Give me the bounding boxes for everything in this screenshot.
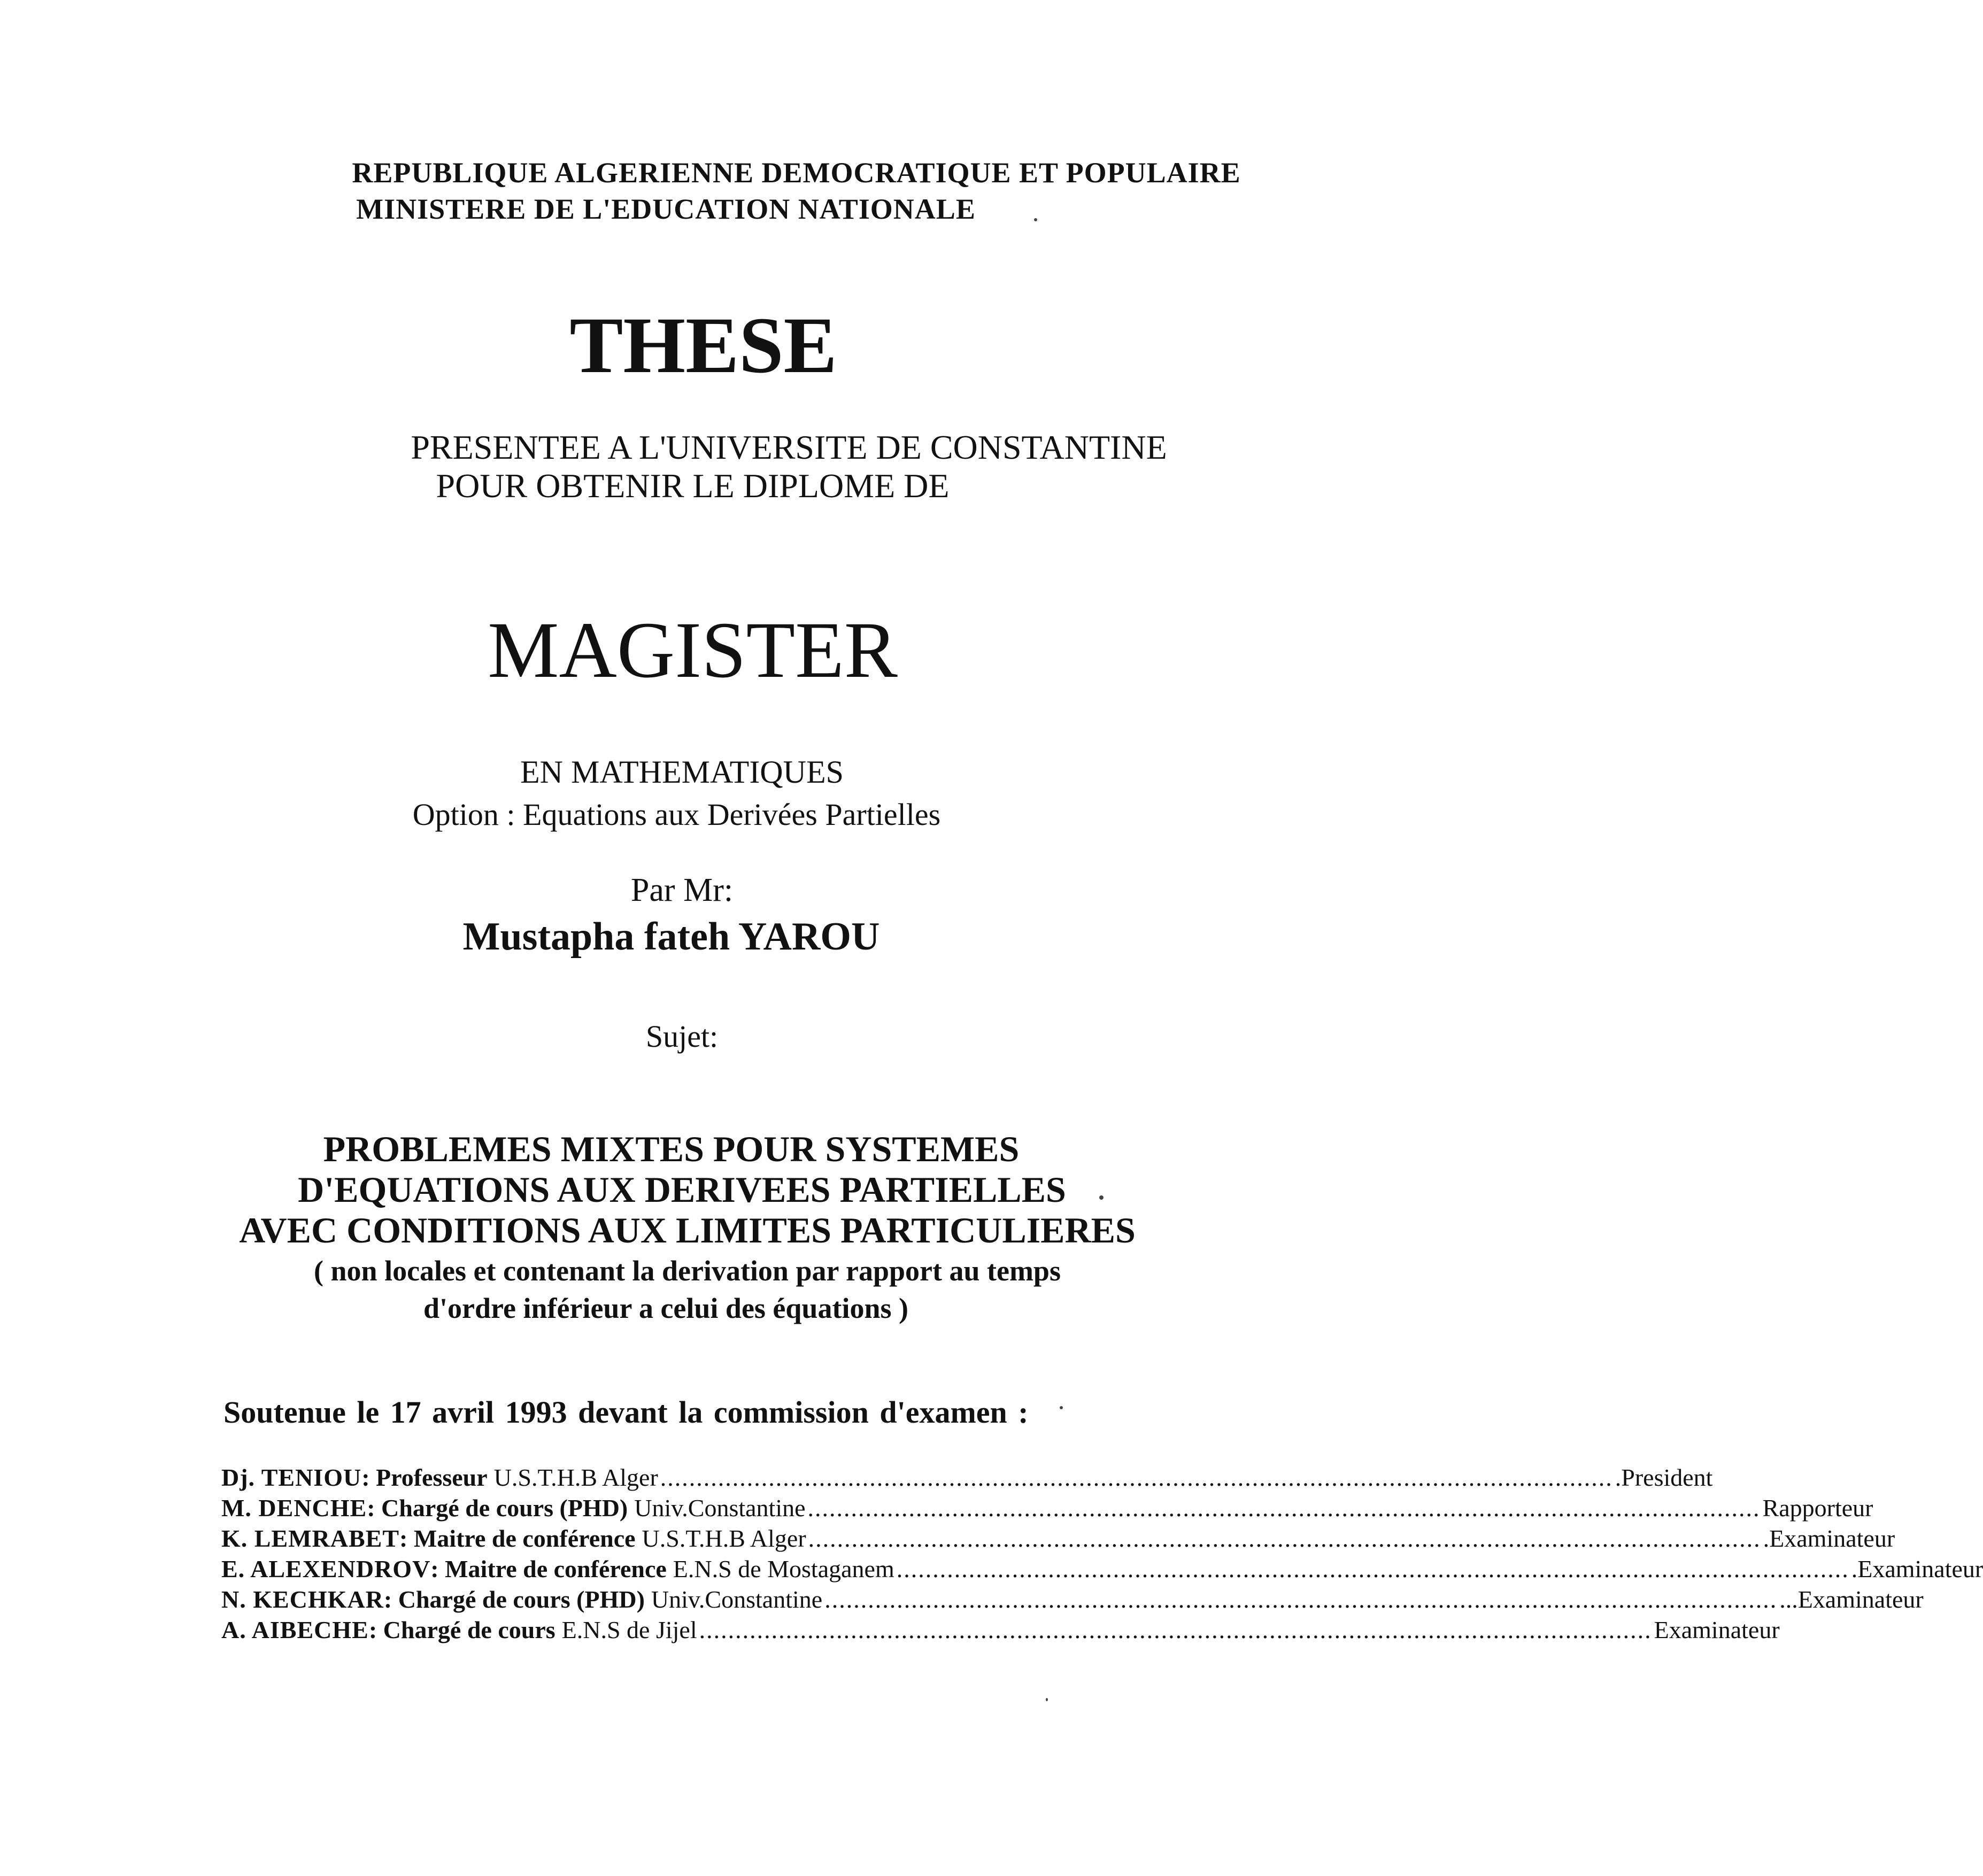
scan-speck — [1034, 218, 1037, 221]
option-line: Option : Equations aux Derivées Partielles — [412, 797, 941, 832]
author-prefix: Par Mr: — [630, 872, 734, 908]
jury-title: : Professeur — [361, 1464, 488, 1491]
jury-institution: U.S.T.H.B Alger — [642, 1525, 806, 1552]
jury-function: .President — [1615, 1464, 1713, 1491]
jury-name: K. LEMRABET — [221, 1525, 400, 1552]
jury-function: .Examinateur — [1851, 1555, 1983, 1582]
subject-label: Sujet: — [645, 1019, 719, 1054]
presentation-line-2: POUR OBTENIR LE DIPLOME DE — [436, 467, 950, 505]
jury-title: : Maitre de conférence — [399, 1525, 636, 1552]
jury-name: M. DENCHE — [221, 1494, 367, 1522]
author-name: Mustapha fateh YAROU — [462, 915, 880, 959]
jury-list — [221, 1462, 1983, 1645]
header-republic: REPUBLIQUE ALGERIENNE DEMOCRATIQUE ET POPULAIRE — [352, 157, 1241, 189]
dot-leader — [808, 1523, 1761, 1554]
jury-title: : Chargé de cours (PHD) — [383, 1586, 645, 1613]
subject-line-2: D'EQUATIONS AUX DERIVEES PARTIELLES — [298, 1169, 1066, 1210]
jury-function: Examinateur — [1654, 1616, 1780, 1643]
jury-row — [221, 1615, 1780, 1645]
subject-line-1: PROBLEMES MIXTES POUR SYSTEMES — [323, 1129, 1020, 1169]
header-ministry: MINISTERE DE L'EDUCATION NATIONALE — [356, 193, 976, 225]
subject-line-3: AVEC CONDITIONS AUX LIMITES PARTICULIERES — [239, 1210, 1136, 1250]
jury-name: E. ALEXENDROV — [221, 1555, 431, 1582]
dot-leader — [808, 1493, 1761, 1523]
jury-name: N. KECHKAR — [221, 1586, 384, 1613]
dot-leader — [824, 1584, 1777, 1615]
defense-statement: Soutenue le 17 avril 1993 devant la commission d'examen : — [223, 1395, 1029, 1430]
dot-leader — [660, 1462, 1613, 1493]
dot-leader — [897, 1554, 1849, 1584]
scan-speck — [1046, 1698, 1048, 1701]
jury-row — [221, 1523, 1895, 1554]
jury-institution: U.S.T.H.B Alger — [493, 1464, 658, 1491]
jury-institution: Univ.Constantine — [634, 1494, 806, 1522]
jury-institution: E.N.S de Jijel — [561, 1616, 697, 1643]
jury-row — [221, 1462, 1713, 1493]
jury-function: ...Examinateur — [1779, 1586, 1924, 1613]
jury-title: : Chargé de cours (PHD) — [367, 1494, 628, 1522]
diploma-title: MAGISTER — [488, 606, 898, 694]
jury-row — [221, 1584, 1924, 1615]
dot-leader — [699, 1615, 1652, 1645]
jury-institution: Univ.Constantine — [651, 1586, 823, 1613]
jury-row — [221, 1554, 1983, 1584]
subject-line-4: ( non locales et contenant la derivation par rapport au temps — [314, 1255, 1061, 1287]
jury-row — [221, 1493, 1873, 1523]
subject-line-5: d'ordre inférieur a celui des équations ) — [423, 1292, 908, 1324]
jury-title: : Chargé de cours — [368, 1616, 555, 1643]
discipline-line: EN MATHEMATIQUES — [520, 754, 844, 790]
jury-name: A. AIBECHE — [221, 1616, 369, 1643]
jury-name: Dj. TENIOU — [221, 1464, 362, 1491]
jury-title: : Maitre de conférence — [430, 1555, 667, 1582]
jury-function: Rapporteur — [1762, 1494, 1873, 1522]
jury-institution: E.N.S de Mostaganem — [673, 1555, 894, 1582]
document-title: THESE — [569, 301, 837, 390]
presentation-line-1: PRESENTEE A L'UNIVERSITE DE CONSTANTINE — [411, 428, 1167, 466]
jury-function: .Examinateur — [1763, 1525, 1895, 1552]
scan-speck — [1060, 1406, 1063, 1409]
scan-speck — [1099, 1195, 1104, 1200]
